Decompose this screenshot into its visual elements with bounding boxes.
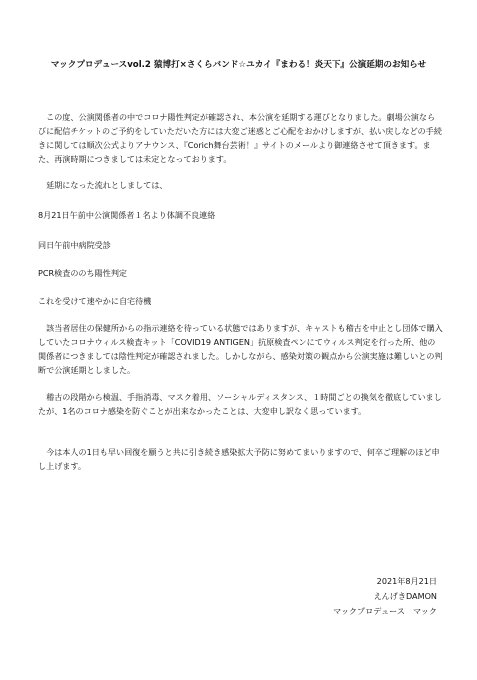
closing-text: 今は本人の1日も早い回復を願うと共に引き続き感染拡大予防に努めてまいりますので、何卒ご理解のほど申し上げます。 xyxy=(38,447,440,471)
paragraph-prevention xyxy=(38,390,443,418)
timeline-step-4 xyxy=(38,294,443,308)
prevention-text: 稽古の段階から検温、手指消毒、マスク着用、ソーシャルディスタンス、１時間ごとの換気を徹底していましたが、1名のコロナ感染を防ぐことが出来なかったことは、大変申し訳なく思っています。 xyxy=(38,392,442,416)
timeline-step-text: 同日午前中病院受診 xyxy=(38,240,111,250)
paragraph-flow-intro xyxy=(38,178,443,192)
paragraph-announcement xyxy=(38,110,443,166)
notice-title: マックプロデュースvol.2 猿博打×さくらバンド☆ユカイ『まわる！炎天下』公演延期のお知らせ xyxy=(50,60,427,70)
signature-producer: マックプロデュース マック xyxy=(333,606,437,616)
signature-block xyxy=(333,574,437,619)
timeline-step-text: これを受けて速やかに自宅待機 xyxy=(38,296,152,306)
timeline-step-2 xyxy=(38,238,443,252)
signature-date: 2021年8月21日 xyxy=(376,576,437,586)
announcement-text: この度、公演関係者の中でコロナ陽性判定が確認され、本公演を延期する運びとなりました。劇場公演ならびに配信チケットのご予約をしていただいた方には大変ご迷惑とご心配をおかけしますが、払い戻しなどの手続きに関しては順次公式よりアナウンス、『Corich舞台芸術！』サイトのメールより御連絡させて頂きます。また、再演時期につきましては未定となっております。 xyxy=(38,112,442,164)
timeline-step-text: PCR検査ののち陽性判定 xyxy=(38,268,128,278)
paragraph-testing xyxy=(38,321,443,377)
flow-intro-text: 延期になった流れとしましては、 xyxy=(46,180,168,190)
paragraph-closing xyxy=(38,445,443,473)
timeline-step-1 xyxy=(38,208,443,222)
signature-organization: えんげきDAMON xyxy=(373,591,437,601)
timeline-step-3 xyxy=(38,266,443,280)
timeline-step-text: 8月21日午前中公演関係者１名より体調不良連絡 xyxy=(38,210,216,220)
testing-text: 該当者居住の保健所からの指示連絡を待っている状態ではありますが、キャストも稽古を中止とし団体で購入していたコロナウィルス検査キット「COVID19 ANTIGEN」抗原検査ペンにてウィルス判定を行った所、他の関係者につきましては陰性判定が確認されました。しかしながら、感染対策の観点から公演実施は難しいとの判断で公演延期としました。 xyxy=(38,323,443,375)
